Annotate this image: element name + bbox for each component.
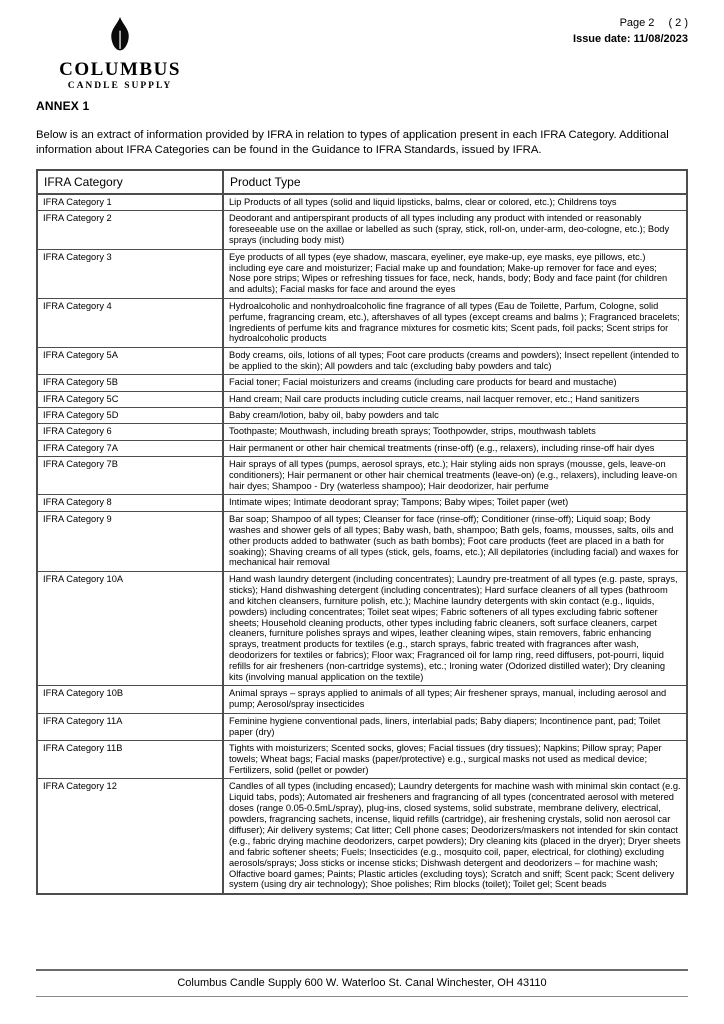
ifra-category-cell: IFRA Category 7B — [37, 457, 223, 495]
ifra-category-cell: IFRA Category 7A — [37, 440, 223, 456]
table-row — [37, 495, 687, 511]
ifra-category-cell: IFRA Category 4 — [37, 298, 223, 347]
page-number — [573, 16, 688, 30]
ifra-category-table — [36, 169, 688, 895]
product-type-cell: Bar soap; Shampoo of all types; Cleanser for face (rinse-off); Conditioner (rinse-off); Liquid soap; Body washes and shower gels of all types; Baby wash, bath, shampoo; Bath gels, foams, mousses, salts, oils and other products added to bathwater (such as bath bombs); Foot care products (feet are placed in a bath for soaking); Shaving creams of all types (stick, gels, foams, etc.); All depilatories (including facial) and waxes for mechanical hair removal — [223, 511, 687, 571]
company-address: Columbus Candle Supply 600 W. Waterloo St. Canal Winchester, OH 43110 — [177, 977, 547, 989]
product-type-cell: Hair permanent or other hair chemical treatments (rinse-off) (e.g., relaxers), including rinse-off hair dyes — [223, 440, 687, 456]
product-type-cell: Hydroalcoholic and nonhydroalcoholic fine fragrance of all types (Eau de Toilette, Parfum, Cologne, solid perfume, fragrancing cream, etc.), aftershaves of all types (except creams and balms ); Fragranced bracelets; Ingredients of perfume kits and fragrance mixtures for cosmetic kits; Scent pads, foil packs; Scent strips for hydroalcoholic products — [223, 298, 687, 347]
page-info — [573, 10, 688, 47]
page-label: Page 2 — [619, 17, 655, 29]
brand-name: COLUMBUS — [59, 59, 181, 80]
product-type-cell: Candles of all types (including encased); Laundry detergents for machine wash with minimal skin contact (e.g. Liquid tabs, pods); Automated air fresheners and fragrancing of all types (concentrated aerosol with metered doses (range 0.05-0.5mL/spray), plug-ins, closed systems, solid substrate, membrane delivery, electrical, powders, fragrancing sachets, incense, liquid refills (cartridge), air freshening crystals, solid non aerosol car diffuser); Air delivery systems; Cat litter; Cell phone cases; Deodorizers/maskers not intended for skin contact (e.g., fabric drying machine deodorizers, carpet powders); Dry cleaning kits (placed in the dryer); Dryer sheets and fabric softener sheets; Fuels; Insecticides (e.g., mosquito coil, paper, electrical, for clothing) excluding aerosols/sprays; Joss sticks or incense sticks; Dishwash detergent and deodorizers – for machine wash; Olfactive board games; Paints; Plastic articles (excluding toys); Scratch and sniff; Scent pack; Scent delivery system (using dry air technology); Shoe polishes; Rim blocks (toilet); Toilet gel; Scent beads — [223, 779, 687, 894]
ifra-category-cell: IFRA Category 5D — [37, 408, 223, 424]
product-type-cell: Hand cream; Nail care products including cuticle creams, nail lacquer remover, etc.; Hand sanitizers — [223, 391, 687, 407]
product-type-cell: Tights with moisturizers; Scented socks, gloves; Facial tissues (dry tissues); Napkins; Pillow spray; Paper towels; Wheat bags; Facial masks (paper/protective) e.g., surgical masks not used as medical device; Fertilizers, solid (pellet or powder) — [223, 741, 687, 779]
annex-title: ANNEX 1 — [36, 99, 90, 113]
issue-date-label: Issue date: — [573, 33, 631, 46]
ifra-category-cell: IFRA Category 11A — [37, 713, 223, 740]
table-row — [37, 457, 687, 495]
table-row — [37, 375, 687, 391]
product-type-cell: Hair sprays of all types (pumps, aerosol sprays, etc.); Hair styling aids non sprays (mousse, gels, leave-on conditioners); Hair permanent or other hair chemical treatments (leave-on) (e.g., relaxers), including leave-on hair dyes; Shampoo - Dry (waterless shampoo); Hair deodorizer, hair perfume — [223, 457, 687, 495]
table-row — [37, 408, 687, 424]
table-row — [37, 779, 687, 894]
ifra-category-cell: IFRA Category 5B — [37, 375, 223, 391]
ifra-category-cell: IFRA Category 10B — [37, 686, 223, 713]
column-header-ifra-category: IFRA Category — [37, 170, 223, 194]
product-type-cell: Deodorant and antiperspirant products of all types including any product with intended or reasonably foreseeable use on the axillae or labelled as such (spray, stick, roll-on, under-arm, deo-cologne, etc.); Body sprays (including body mist) — [223, 211, 687, 249]
column-header-product-type: Product Type — [223, 170, 687, 194]
table-row — [37, 211, 687, 249]
ifra-category-cell: IFRA Category 1 — [37, 194, 223, 211]
ifra-category-cell: IFRA Category 12 — [37, 779, 223, 894]
product-type-cell: Eye products of all types (eye shadow, mascara, eyeliner, eye make-up, eye masks, eye pillows, etc.) including eye care and moisturizer; Facial make up and foundation; Make-up remover for face and eyes; Nose pore strips; Wipes or refreshing tissues for face, neck, hands, body; Body and face paint (for children and adults); Facial masks for face and around the eyes — [223, 249, 687, 298]
ifra-category-cell: IFRA Category 10A — [37, 571, 223, 686]
table-row — [37, 249, 687, 298]
table-row — [37, 686, 687, 713]
table-row — [37, 194, 687, 211]
ifra-category-cell: IFRA Category 2 — [37, 211, 223, 249]
table-row — [37, 298, 687, 347]
table-row — [37, 347, 687, 374]
table-row — [37, 391, 687, 407]
page-header — [36, 10, 688, 91]
ifra-category-cell: IFRA Category 5A — [37, 347, 223, 374]
product-type-cell: Animal sprays – sprays applied to animals of all types; Air freshener sprays, manual, including aerosol and pump; Aerosol/spray insecticides — [223, 686, 687, 713]
ifra-category-cell: IFRA Category 11B — [37, 741, 223, 779]
columbus-logo — [50, 10, 190, 91]
product-type-cell: Hand wash laundry detergent (including concentrates); Laundry pre-treatment of all types (e.g. paste, sprays, sticks); Hand dishwashing detergent (including concentrates); Hard surface cleaners of all types (bathroom and kitchen cleansers, furniture polish, etc.); Machine laundry detergents with skin contact (e.g., liquids, powders) including concentrates; Toilet seat wipes; Fabric softeners of all types excluding fabric softener sheets; Household cleaning products, other types including fabric cleaners, soft surface cleaners, carpet cleaners, furniture polishes sprays and wipes, leather cleaning wipes, stain removers, fabric enhancing sprays, treatment products for textiles (e.g., starch sprays, fabric treated with fragrances after wash, deodorizers for textiles or fabrics); Floor wax; Fragranced oil for lamp ring, reed diffusers, pot-pourri, liquid refills for air fresheners (non-cartridge systems), etc.; Ironing water (Odorized distilled water); Dry cleaning kits (involving manual application on the textile) — [223, 571, 687, 686]
page-total: ( 2 ) — [668, 17, 688, 29]
product-type-cell: Lip Products of all types (solid and liquid lipsticks, balms, clear or colored, etc.); Childrens toys — [223, 194, 687, 211]
table-row — [37, 511, 687, 571]
product-type-cell: Intimate wipes; Intimate deodorant spray; Tampons; Baby wipes; Toilet paper (wet) — [223, 495, 687, 511]
ifra-category-cell: IFRA Category 9 — [37, 511, 223, 571]
table-row — [37, 713, 687, 740]
ifra-category-cell: IFRA Category 8 — [37, 495, 223, 511]
table-row — [37, 741, 687, 779]
product-type-cell: Feminine hygiene conventional pads, liners, interlabial pads; Baby diapers; Incontinence pant, pad; Toilet paper (dry) — [223, 713, 687, 740]
table-row — [37, 440, 687, 456]
page-footer — [36, 969, 688, 997]
issue-date-value: 11/08/2023 — [633, 33, 688, 46]
ifra-category-cell: IFRA Category 5C — [37, 391, 223, 407]
table-row — [37, 424, 687, 440]
table-header-row — [37, 170, 687, 194]
table-row — [37, 571, 687, 686]
product-type-cell: Facial toner; Facial moisturizers and creams (including care products for beard and mustache) — [223, 375, 687, 391]
intro-paragraph: Below is an extract of information provided by IFRA in relation to types of application present in each IFRA Category. Additional information about IFRA Categories can be found in the Guidance to IFRA Standards, issued by IFRA. — [36, 129, 669, 156]
product-type-cell: Body creams, oils, lotions of all types; Foot care products (creams and powders); Insect repellent (intended to be applied to the skin); All powders and talc (excluding baby powders and talc) — [223, 347, 687, 374]
product-type-cell: Toothpaste; Mouthwash, including breath sprays; Toothpowder, strips, mouthwash tablets — [223, 424, 687, 440]
flame-icon — [50, 12, 190, 58]
ifra-category-cell: IFRA Category 3 — [37, 249, 223, 298]
product-type-cell: Baby cream/lotion, baby oil, baby powders and talc — [223, 408, 687, 424]
brand-subtitle: CANDLE SUPPLY — [67, 81, 173, 91]
ifra-category-cell: IFRA Category 6 — [37, 424, 223, 440]
issue-date — [573, 32, 688, 46]
ifra-table-body — [37, 194, 687, 894]
